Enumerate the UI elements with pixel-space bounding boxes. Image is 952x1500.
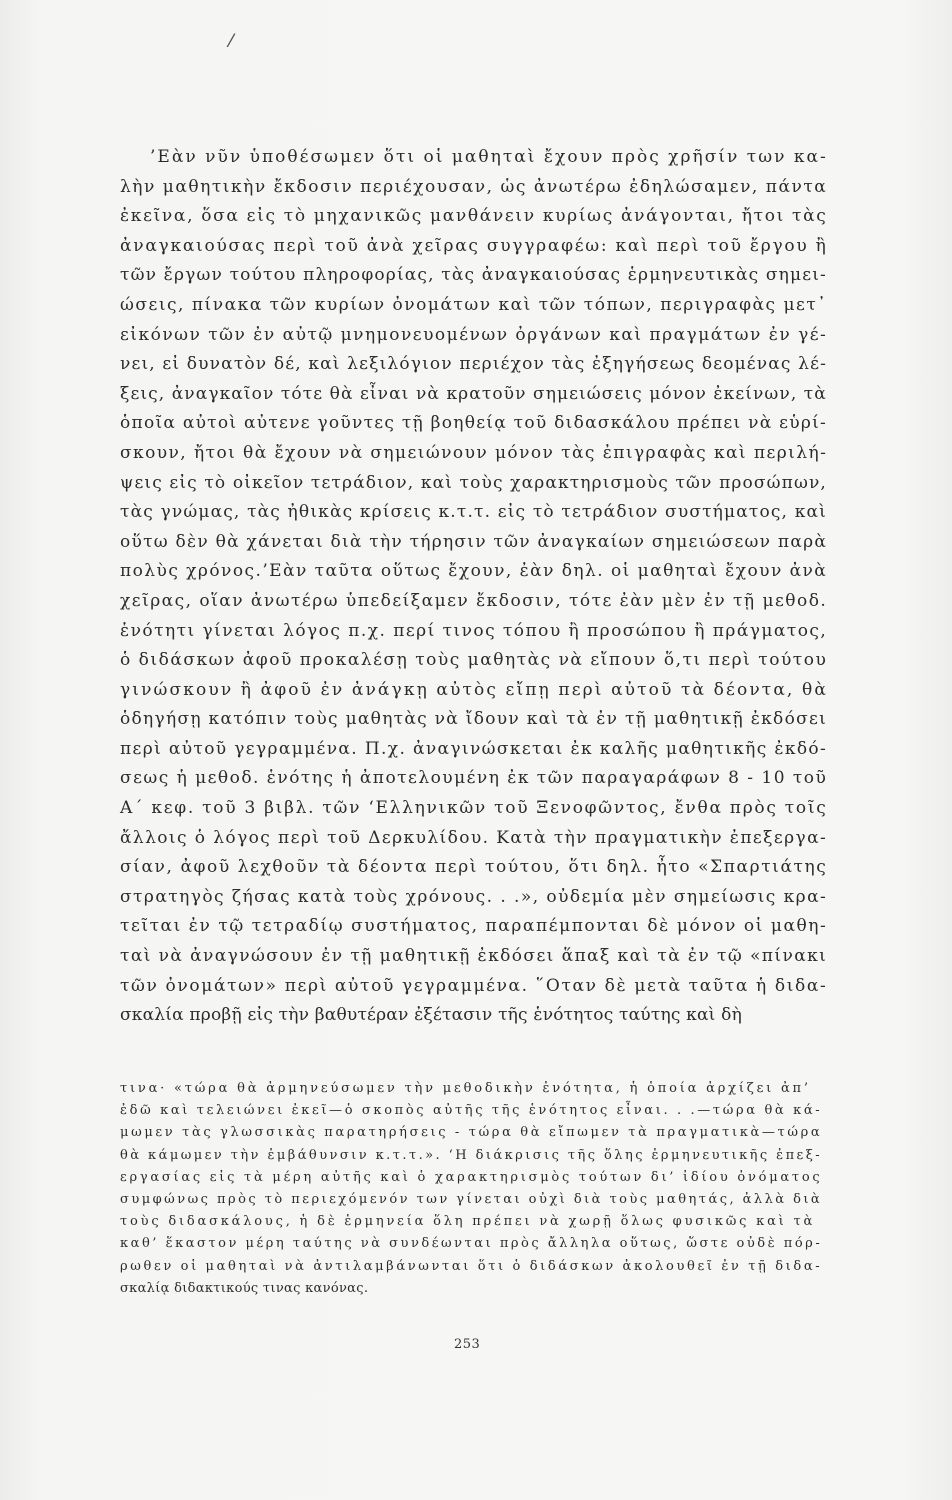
footnote-line: θὰ κάμωμεν τὴν ἐμβάθυνσιν κ.τ.τ.». ‘Η διάκρισις τῆς ὅλης ἑρμηνευτικῆς ἐπεξ- (120, 1147, 823, 1163)
main-text-line: τεῖται ἐν τῷ τετραδίῳ συστήματος, παραπέμπονται δὲ μόνον οἱ μαθη- (120, 916, 828, 937)
main-text-line: λὴν μαθητικὴν ἔκδοσιν περιέχουσαν, ὡς ἀνωτέρω ἐδηλώσαμεν, πάντα (120, 176, 828, 197)
main-text-line: ἑνότητι γίνεται λόγος π.χ. περί τινος τόπου ἢ προσώπου ἢ πράγματος, (120, 620, 828, 641)
main-text-line: εἰκόνων τῶν ἐν αὐτῷ μνημονευομένων ὀργάνων καὶ πραγμάτων ἐν γέ- (120, 324, 828, 345)
main-text-line: τῶν ἔργων τούτου πληροφορίας, τὰς ἀναγκαιούσας ἑρμηνευτικὰς σημει- (120, 265, 827, 286)
main-text-line: ἀναγκαιούσας περὶ τοῦ ἀνὰ χεῖρας συγγραφέω: καὶ περὶ τοῦ ἔργου ἢ (120, 235, 828, 256)
main-text-line: χεῖρας, οἵαν ἀνωτέρω ὑπεδείξαμεν ἔκδοσιν, τότε ἐὰν μὲν ἐν τῇ μεθοδ. (120, 590, 828, 611)
main-text-line: νει, εἰ δυνατὸν δέ, καὶ λεξιλόγιον περιέχον τὰς ἐξηγήσεως δεομένας λέ- (120, 354, 827, 375)
main-text-line: σκαλία προβῇ εἰς τὴν βαθυτέραν ἐξέτασιν τῆς ἑνότητος ταύτης καὶ δὴ (120, 1005, 742, 1026)
main-text-line: ξεις, ἀναγκαῖον τότε θὰ εἶναι νὰ κρατοῦν σημειώσεις μόνον ἐκείνων, τὰ (120, 383, 827, 404)
footnote-line: καθ’ ἕκαστον μέρη ταύτης νὰ συνδέωνται πρὸς ἄλληλα οὕτως, ὥστε οὐδὲ πόρ- (120, 1236, 823, 1252)
main-text-line: περὶ αὐτοῦ γεγραμμένα. Π.χ. ἀναγινώσκεται ἐκ καλῆς μαθητικῆς ἐκδό- (120, 738, 828, 759)
footnote-block (120, 1078, 823, 1300)
main-text-line: ώσεις, πίνακα τῶν κυρίων ὀνομάτων καὶ τῶν τόπων, περιγραφὰς μετ᾽ (120, 294, 828, 315)
footnote-line: μωμεν τὰς γλωσσικὰς παρατηρήσεις - τώρα θὰ εἴπωμεν τὰ πραγματικὰ—τώρα (120, 1125, 823, 1141)
main-text-line: ἐκεῖνα, ὅσα εἰς τὸ μηχανικῶς μανθάνειν κυρίως ἀνάγονται, ἤτοι τὰς (120, 206, 828, 227)
main-text-line: τὰς γνώμας, τὰς ἠθικὰς κρίσεις κ.τ.τ. εἰς τὸ τετράδιον συστήματος, καὶ (120, 502, 827, 523)
main-text-line: ὁ διδάσκων ἀφοῦ προκαλέσῃ τοὺς μαθητὰς νὰ εἴπουν ὅ,τι περὶ τούτου (120, 650, 828, 671)
footnote-line: σκαλίᾳ διδακτικούς τινας κανόνας. (120, 1280, 369, 1296)
footnote-line: εργασίας εἰς τὰ μέρη αὐτῆς καὶ ὁ χαρακτηρισμὸς τούτων δι’ ἰδίου ὀνόματος (120, 1169, 823, 1185)
main-text-line: Α΄ κεφ. τοῦ 3 βιβλ. τῶν ‘Ελληνικῶν τοῦ Ξενοφῶντος, ἔνθα πρὸς τοῖς (120, 798, 828, 819)
main-text-block (120, 143, 828, 1031)
main-text-line: στρατηγὸς ζήσας κατὰ τοὺς χρόνους. . .», οὐδεμία μὲν σημείωσις κρα- (120, 886, 828, 907)
main-text-line: οὕτω δὲν θὰ χάνεται διὰ τὴν τήρησιν τῶν ἀναγκαίων σημειώσεων παρὰ (120, 531, 828, 552)
main-text-line: ἄλλοις ὁ λόγος περὶ τοῦ Δερκυλίδου. Κατὰ τὴν πραγματικὴν ἐπεξεργα- (120, 827, 828, 848)
footnote-line: ἐδῶ καὶ τελειώνει ἐκεῖ—ὁ σκοπὸς αὐτῆς τῆς ἑνότητος εἶναι. . .—τώρα θὰ κά- (120, 1103, 823, 1119)
footnote-line: συμφώνως πρὸς τὸ περιεχόμενόν των γίνεται οὐχὶ διὰ τοὺς μαθητάς, ἀλλὰ διὰ (120, 1191, 823, 1207)
main-text-line: ταὶ νὰ ἀναγνώσουν ἐν τῇ μαθητικῇ ἐκδόσει ἅπαξ καὶ τὰ ἐν τῷ «πίνακι (120, 946, 828, 967)
page-number: 253 (454, 1337, 481, 1352)
main-text-line: ὁδηγήσῃ κατόπιν τοὺς μαθητὰς νὰ ἴδουν καὶ τὰ ἐν τῇ μαθητικῇ ἐκδόσει (120, 709, 828, 730)
main-text-line: σκουν, ἤτοι θὰ ἔχουν νὰ σημειώνουν μόνον τὰς ἐπιγραφὰς καὶ περιλή- (120, 442, 828, 463)
footnote-line: ρωθεν οἱ μαθηταὶ νὰ ἀντιλαμβάνωνται ὅτι ὁ διδάσκων ἀκολουθεῖ ἐν τῇ διδα- (120, 1258, 823, 1274)
main-text-line: γινώσκουν ἢ ἀφοῦ ἐν ἀνάγκῃ αὐτὸς εἴπῃ περὶ αὐτοῦ τὰ δέοντα, θὰ (120, 679, 828, 700)
footnote-line: τοὺς διδασκάλους, ἡ δὲ ἑρμηνεία ὅλη πρέπει νὰ χωρῇ ὅλως φυσικῶς καὶ τὰ (120, 1214, 816, 1230)
margin-mark: / (225, 29, 237, 52)
main-text-line: σεως ἡ μεθοδ. ἑνότης ἡ ἀποτελουμένη ἐκ τῶν παραγαράφων 8 - 10 τοῦ (120, 768, 828, 789)
footnote-line: τινα· «τώρα θὰ ἀρμηνεύσωμεν τὴν μεθοδικὴν ἑνότητα, ἡ ὁποία ἀρχίζει ἀπ’ (120, 1081, 811, 1096)
main-text-line: ’Εὰν νῦν ὑποθέσωμεν ὅτι οἱ μαθηταὶ ἔχουν πρὸς χρῆσίν των κα- (150, 147, 828, 167)
main-text-line: σίαν, ἀφοῦ λεχθοῦν τὰ δέοντα περὶ τούτου, ὅτι δηλ. ἦτο «Σπαρτιάτης (120, 857, 828, 878)
main-text-line: πολὺς χρόνος.’Εὰν ταῦτα οὕτως ἔχουν, ἐὰν δηλ. οἱ μαθηταὶ ἔχουν ἀνὰ (120, 561, 828, 582)
main-text-line: τῶν ὀνομάτων» περὶ αὐτοῦ γεγραμμένα. ῞Οταν δὲ μετὰ ταῦτα ἡ διδα- (120, 975, 828, 996)
main-text-line: ὁποῖα αὐτοὶ αὐτενε γοῦντες τῇ βοηθείᾳ τοῦ διδασκάλου πρέπει νὰ εὑρί- (120, 413, 828, 434)
main-text-line: ψεις εἰς τὸ οἰκεῖον τετράδιον, καὶ τοὺς χαρακτηρισμοὺς τῶν προσώπων, (120, 472, 827, 493)
